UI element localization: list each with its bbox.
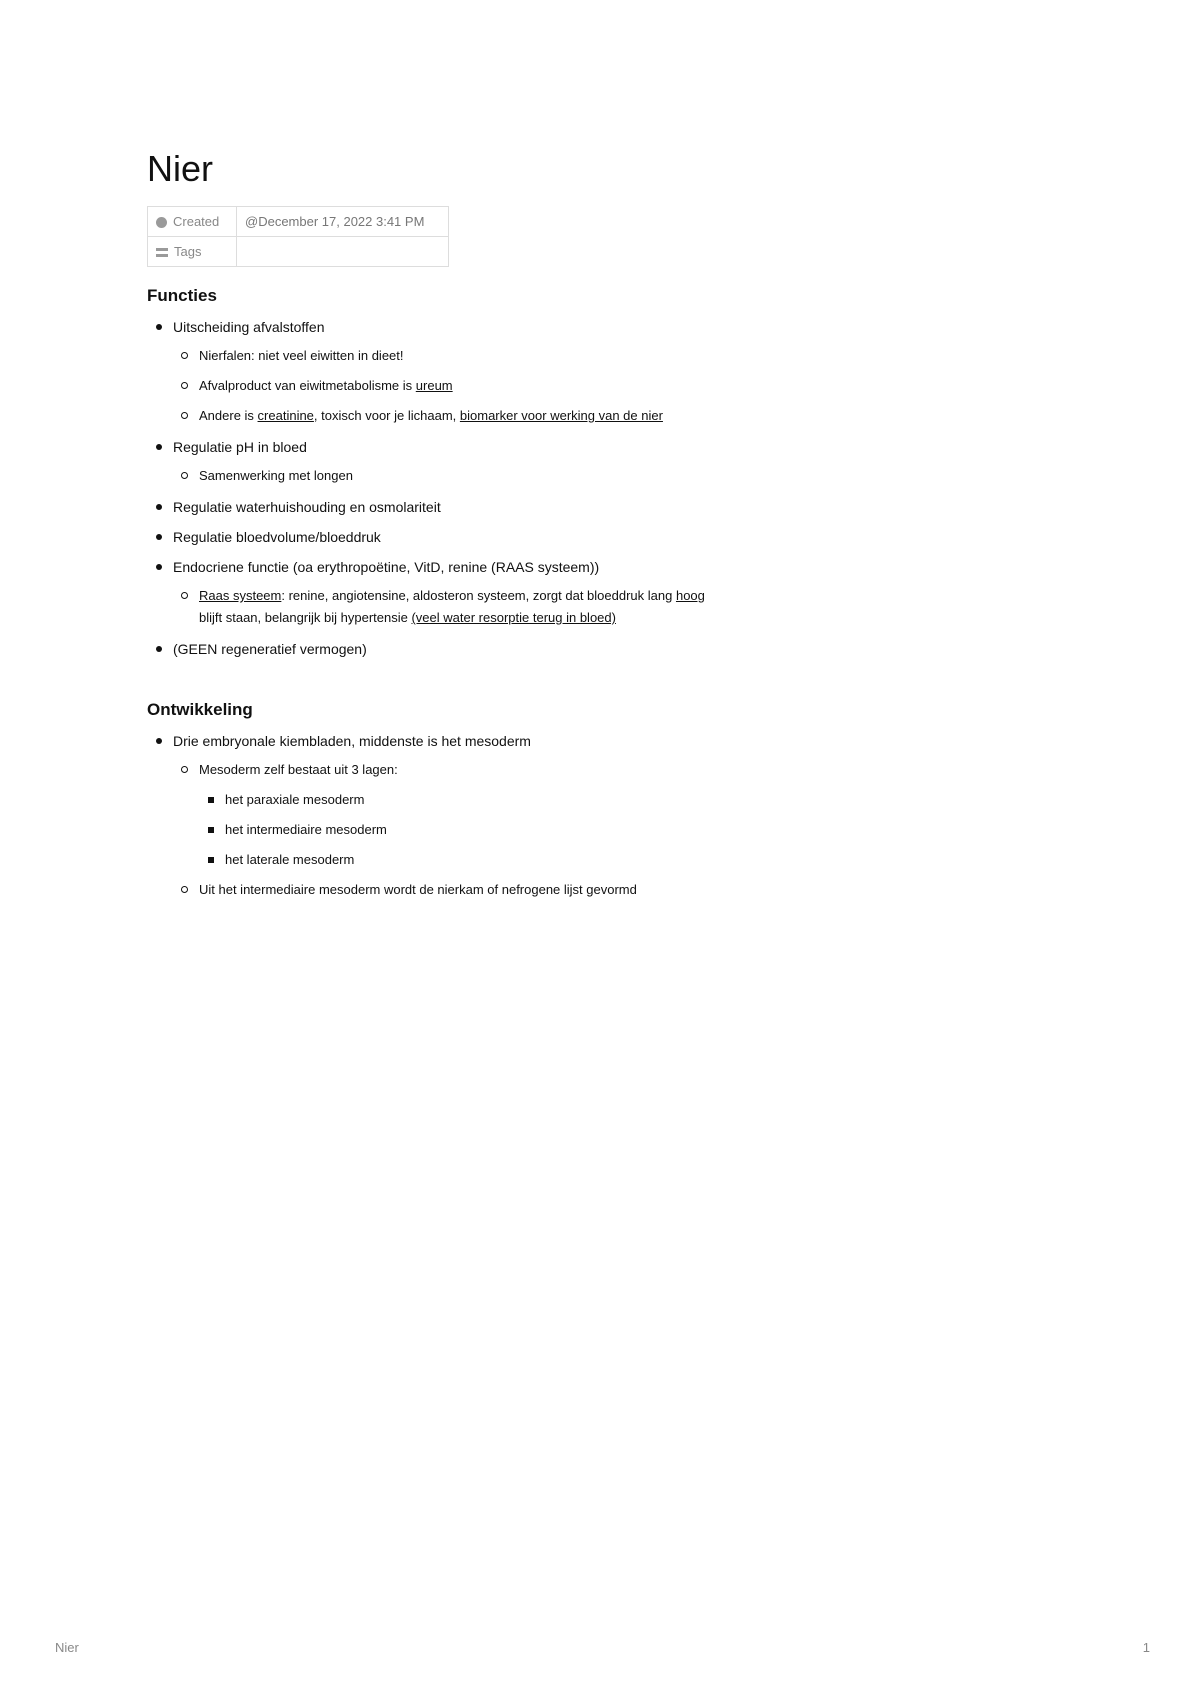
list-item [173, 879, 707, 901]
list-item [147, 497, 707, 517]
list-item [147, 437, 707, 487]
list-item-text: Nierfalen: niet veel eiwitten in dieet! [199, 348, 404, 363]
list-item-text: (GEEN regeneratief vermogen) [173, 641, 367, 657]
property-key-created [148, 207, 237, 237]
tags-label: Tags [174, 244, 202, 259]
list-item-text: Uit het intermediaire mesoderm wordt de nierkam of nefrogene lijst gevormd [199, 882, 637, 897]
list-item-text: het paraxiale mesoderm [225, 792, 365, 807]
list-item-text: Regulatie waterhuishouding en osmolariteit [173, 499, 441, 515]
list-item-text: Mesoderm zelf bestaat uit 3 lagen: [199, 762, 398, 777]
list-item [147, 639, 707, 659]
page-title: Nier [147, 148, 214, 189]
underlined-text: Raas systeem [199, 588, 282, 603]
footer-page-number: 1 [1142, 1640, 1150, 1655]
property-row-tags [148, 237, 449, 267]
list-item [199, 819, 707, 841]
list-item [147, 731, 707, 901]
list-item [147, 527, 707, 547]
document-page [147, 148, 707, 901]
list-icon [156, 248, 168, 257]
list-item-text: Samenwerking met longen [199, 468, 353, 483]
list-item-text: blijft staan, belangrijk bij hypertensie [199, 610, 408, 625]
list-item-text: Andere is [199, 408, 254, 423]
list-item-text: Regulatie pH in bloed [173, 439, 307, 455]
list-item-text: het intermediaire mesoderm [225, 822, 387, 837]
list-item [147, 317, 707, 427]
list-item-text: Endocriene functie (oa erythropoëtine, VitD, renine (RAAS systeem)) [173, 559, 600, 575]
list-item-text: Afvalproduct van eiwitmetabolisme is [199, 378, 413, 393]
created-label: Created [173, 214, 220, 229]
clock-icon [156, 217, 167, 228]
functies-list [147, 317, 707, 659]
property-row-created [148, 207, 449, 237]
list-item [173, 375, 707, 397]
underlined-text: (veel water resorptie terug in bloed) [411, 610, 616, 625]
list-item [173, 345, 707, 367]
list-item-text: het laterale mesoderm [225, 852, 355, 867]
tags-value [237, 237, 449, 267]
list-item-text: : renine, angiotensine, aldosteron systeem, zorgt dat bloeddruk lang [281, 588, 673, 603]
underlined-text: ureum [415, 378, 453, 393]
list-item [199, 849, 707, 871]
list-item-text: Drie embryonale kiembladen, middenste is het mesoderm [173, 733, 531, 749]
list-item [173, 465, 707, 487]
list-item-text: , toxisch voor je lichaam, [313, 408, 457, 423]
list-item [147, 557, 707, 629]
underlined-text: creatinine [257, 408, 314, 423]
property-key-tags [148, 237, 237, 267]
list-item [173, 585, 707, 629]
created-value: @December 17, 2022 3:41 PM [237, 207, 449, 237]
list-item [199, 789, 707, 811]
section-heading-ontwikkeling: Ontwikkeling [147, 700, 253, 719]
list-item-text: Uitscheiding afvalstoffen [173, 319, 325, 335]
properties-table [147, 206, 449, 267]
ontwikkeling-list [147, 731, 707, 901]
list-item-text: Regulatie bloedvolume/bloeddruk [173, 529, 381, 545]
list-item [173, 405, 707, 427]
section-heading-functies: Functies [147, 286, 217, 305]
footer-doc-name: Nier [55, 1640, 79, 1655]
underlined-text: hoog [675, 588, 705, 603]
list-item [173, 759, 707, 871]
underlined-text: biomarker voor werking van de nier [459, 408, 663, 423]
